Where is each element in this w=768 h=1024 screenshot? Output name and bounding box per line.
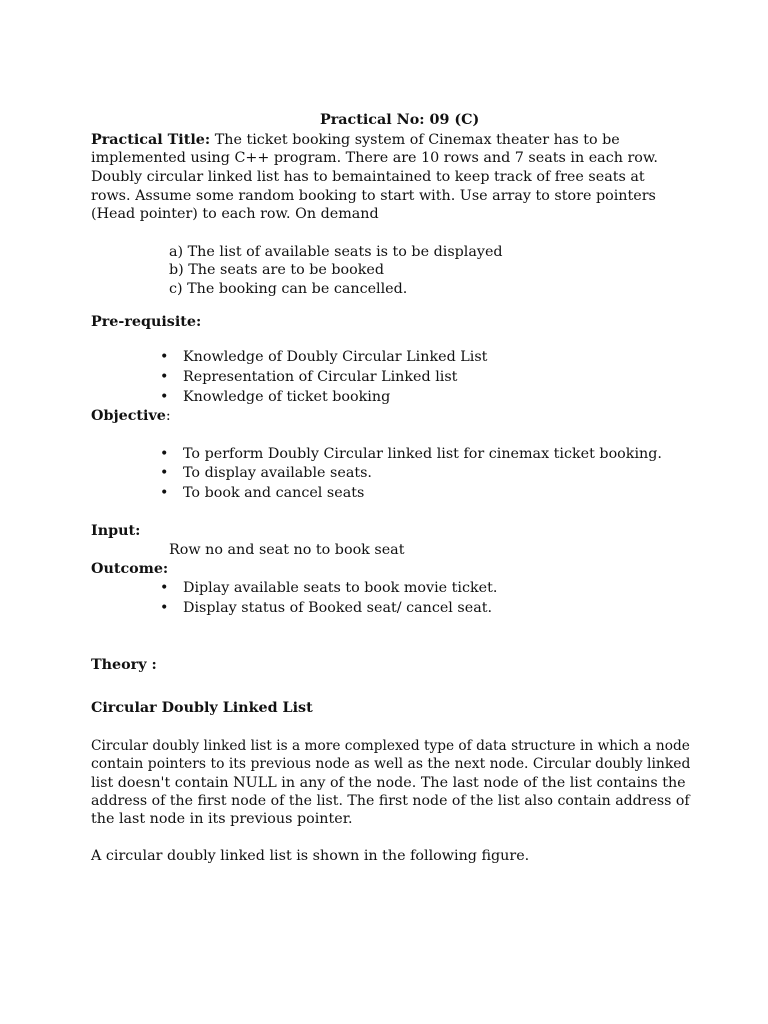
practical-title-line-1 <box>91 131 620 149</box>
objective-item: • To book and cancel seats <box>183 484 364 502</box>
demand-item: c) The booking can be cancelled. <box>169 281 408 297</box>
page-title: Practical No: 09 (C) <box>320 112 480 128</box>
practical-title-label: Practical Title: <box>91 132 211 148</box>
demand-item: a) The list of available seats is to be displayed <box>169 244 503 260</box>
practical-title-line-2: implemented using C++ program. There are 10 rows and 7 seats in each row. <box>91 150 658 166</box>
objective-item: • To display available seats. <box>183 464 372 482</box>
demand-item: b) The seats are to be booked <box>169 262 385 278</box>
cdll-paragraph-line: list doesn't contain NULL in any of the node. The last node of the list contains the <box>91 775 686 791</box>
outcome-item: • Diplay available seats to book movie ticket. <box>183 579 497 597</box>
practical-title-text-1: The ticket booking system of Cinemax theater has to be <box>210 132 620 148</box>
outcome-item: • Display status of Booked seat/ cancel seat. <box>183 599 492 617</box>
prerequisite-heading: Pre-requisite: <box>91 314 202 330</box>
figure-caption: A circular doubly linked list is shown in the following figure. <box>91 848 530 864</box>
objective-heading-line <box>91 407 171 425</box>
prerequisite-item: • Knowledge of Doubly Circular Linked List <box>183 348 487 366</box>
cdll-paragraph-line: contain pointers to its previous node as well as the next node. Circular doubly linked <box>91 756 691 772</box>
input-heading: Input: <box>91 523 141 539</box>
objective-heading: Objective <box>91 408 166 424</box>
input-text: Row no and seat no to book seat <box>169 542 405 558</box>
objective-colon: : <box>165 408 171 424</box>
prerequisite-item: • Representation of Circular Linked list <box>183 368 457 386</box>
theory-heading: Theory : <box>91 657 157 673</box>
practical-title-line-5: (Head pointer) to each row. On demand <box>91 206 379 222</box>
cdll-paragraph-line: the last node in its previous pointer. <box>91 811 353 827</box>
cdll-heading: Circular Doubly Linked List <box>91 700 313 716</box>
prerequisite-item: • Knowledge of ticket booking <box>183 388 390 406</box>
cdll-paragraph-line: address of the first node of the list. The first node of the list also contain address of <box>91 793 690 809</box>
objective-item: • To perform Doubly Circular linked list for cinemax ticket booking. <box>183 445 662 463</box>
practical-title-line-4: rows. Assume some random booking to start with. Use array to store pointers <box>91 188 656 204</box>
cdll-paragraph-line: Circular doubly linked list is a more complexed type of data structure in which a node <box>91 738 690 754</box>
practical-title-line-3: Doubly circular linked list has to bemaintained to keep track of free seats at <box>91 169 645 185</box>
outcome-heading: Outcome: <box>91 561 169 577</box>
